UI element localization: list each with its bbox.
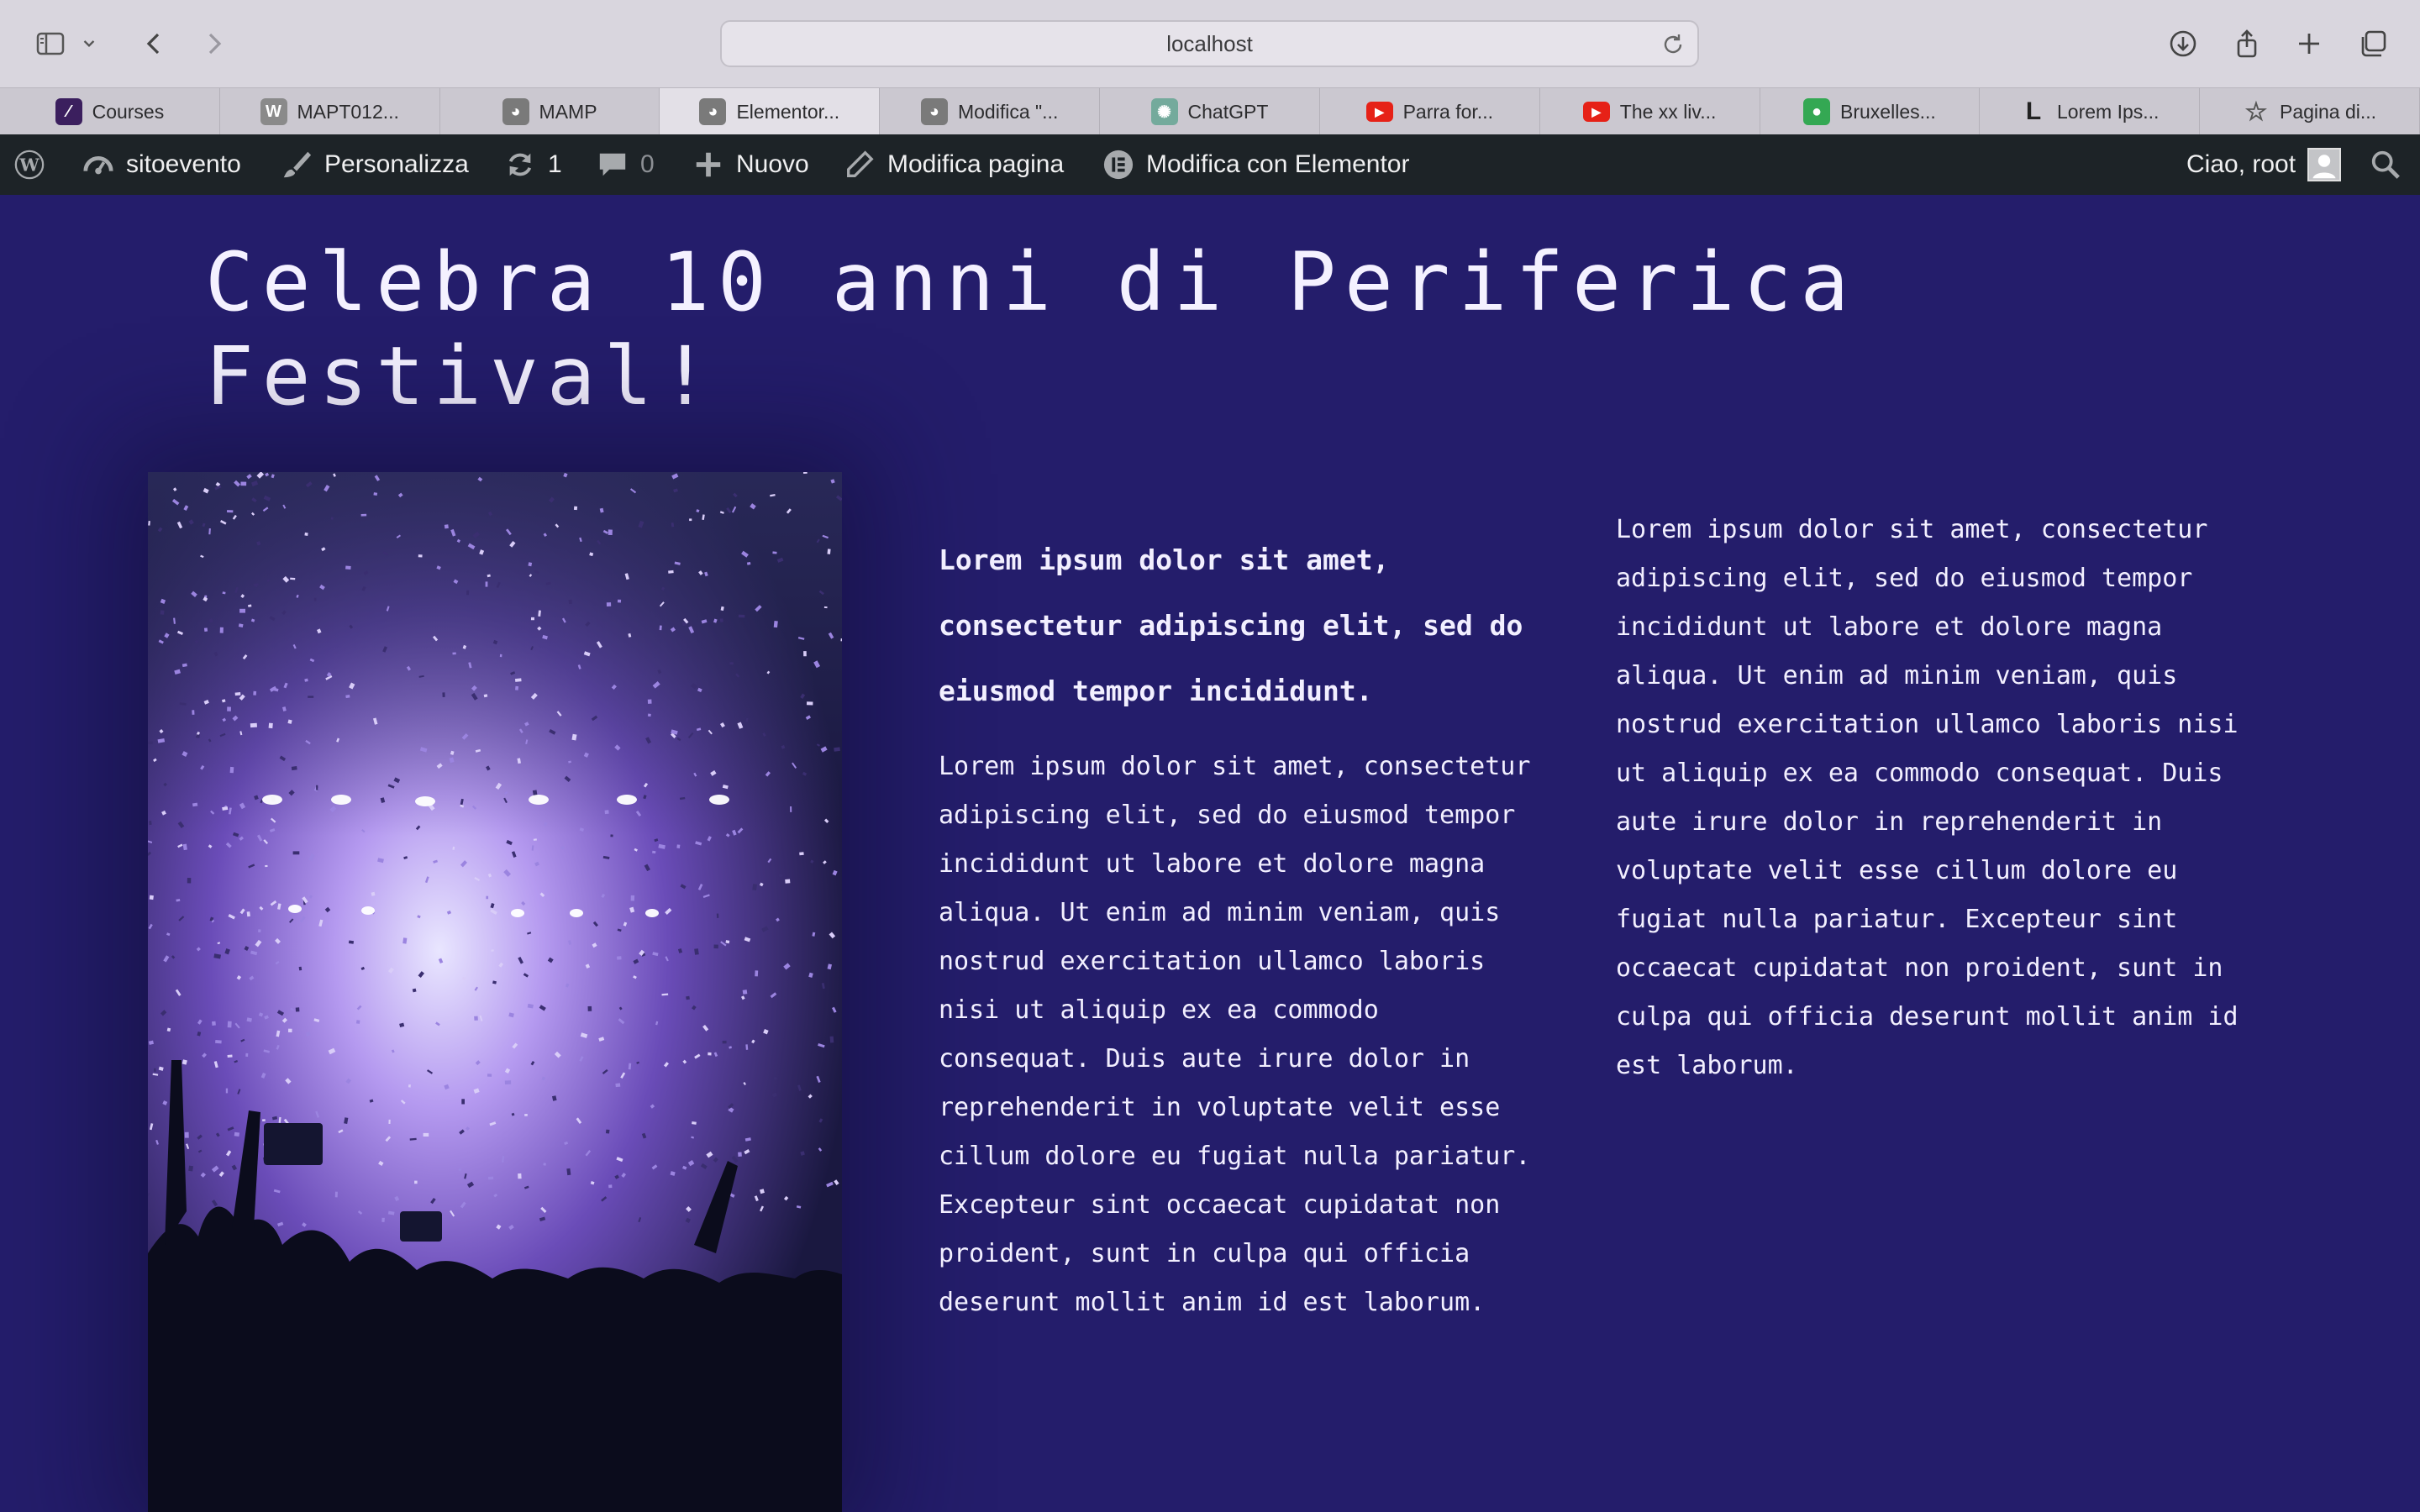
url-text: localhost — [1166, 30, 1253, 56]
confetti-piece — [212, 1021, 216, 1026]
confetti-piece — [834, 747, 840, 751]
confetti-piece — [373, 492, 377, 496]
confetti-piece — [528, 562, 532, 566]
text-column-middle — [939, 528, 1544, 1327]
confetti-piece — [518, 1173, 522, 1179]
confetti-piece — [608, 529, 613, 535]
confetti-piece — [227, 706, 231, 711]
confetti-piece — [331, 517, 334, 519]
page-title — [205, 235, 1970, 423]
body-paragraph-middle: Lorem ipsum dolor sit amet, consectetur adipiscing elit, sed do eiusmod tempor incididunt ut labore et dolore magna aliqua. Ut enim ad minim veniam, quis nostrud exercitation ullamco laboris nisi ut aliquip ex ea commodo consequat. Duis aute irure dolor in reprehenderit in voluptate velit esse cillum dolore eu fugiat nulla pariatur. Excepteur sint occaecat cupidatat non proident, sunt in culpa qui officia deserunt mollit anim id est laborum. — [939, 752, 1531, 1317]
search-icon[interactable] — [2370, 134, 2402, 195]
confetti-piece — [686, 996, 690, 1000]
new-content-link[interactable] — [692, 134, 809, 195]
download-icon[interactable] — [2163, 24, 2203, 64]
tab-label: Modifica "... — [957, 100, 1059, 123]
tab-label: Pagina di... — [2279, 100, 2377, 123]
confetti-piece — [824, 606, 828, 608]
confetti-piece — [250, 723, 257, 727]
elephant-icon: ◕ — [921, 98, 948, 125]
confetti-piece — [790, 806, 792, 812]
site-name: sitoevento — [126, 150, 241, 178]
confetti-piece — [543, 1163, 546, 1165]
confetti-piece — [827, 549, 830, 554]
confetti-piece — [774, 621, 778, 627]
confetti-piece — [258, 929, 261, 932]
confetti-piece — [414, 1181, 418, 1184]
confetti-piece — [487, 1074, 492, 1077]
back-icon[interactable] — [134, 24, 175, 64]
confetti-piece — [262, 1119, 266, 1121]
confetti-piece — [248, 605, 251, 607]
confetti-piece — [314, 598, 317, 601]
confetti-piece — [488, 1177, 493, 1180]
confetti-piece — [652, 851, 655, 853]
confetti-piece — [292, 766, 297, 770]
confetti-piece — [708, 1053, 711, 1056]
confetti-piece — [148, 742, 153, 745]
site-name-link[interactable] — [82, 134, 241, 195]
body-paragraph-right: Lorem ipsum dolor sit amet, consectetur adipiscing elit, sed do eiusmod tempor incididunt ut labore et dolore magna aliqua. Ut enim ad minim veniam, quis nostrud exercitation ullamco laboris nisi ut aliquip ex ea commodo consequat. Duis aute irure dolor in reprehenderit in voluptate velit esse cillum dolore eu fugiat nulla pariatur. Excepteur sint occaecat cupidatat non proident, sunt in culpa qui officia deserunt mollit anim id est laborum. — [1616, 515, 2238, 1080]
confetti-piece — [785, 879, 790, 884]
star-icon: ☆ — [2244, 97, 2268, 126]
confetti-piece — [230, 767, 234, 773]
confetti-piece — [445, 524, 449, 528]
tab-label: Elementor... — [736, 100, 840, 123]
comments-link[interactable] — [597, 134, 655, 195]
confetti-piece — [631, 895, 635, 901]
comments-count: 0 — [640, 150, 655, 178]
youtube-icon: ▶ — [1583, 102, 1610, 122]
elementor-icon — [1102, 149, 1134, 181]
confetti-piece — [234, 1132, 239, 1137]
wordpress-logo-icon[interactable] — [13, 134, 45, 195]
confetti-piece — [253, 691, 256, 696]
confetti-piece — [752, 884, 757, 890]
lead-paragraph: Lorem ipsum dolor sit amet, consectetur adipiscing elit, sed do eiusmod tempor incididunt. — [939, 543, 1523, 707]
confetti-piece — [486, 896, 488, 900]
confetti-piece — [461, 1099, 465, 1104]
confetti-piece — [830, 1037, 834, 1043]
confetti-piece — [150, 895, 154, 900]
tab-9[interactable] — [1760, 88, 1981, 135]
confetti-piece — [574, 507, 577, 511]
confetti-piece — [335, 1192, 338, 1198]
confetti-piece — [723, 1041, 727, 1043]
tab-7[interactable] — [1320, 88, 1540, 135]
confetti-piece — [608, 1184, 612, 1188]
edit-elementor-link[interactable] — [1102, 134, 1409, 195]
confetti-piece — [442, 692, 445, 697]
brush-icon — [281, 149, 313, 181]
confetti-piece — [452, 653, 455, 655]
tab-8[interactable] — [1540, 88, 1760, 135]
edit-page-label: Modifica pagina — [887, 150, 1065, 178]
wordpress-w-icon: W — [260, 98, 287, 125]
tab-label: The xx liv... — [1619, 100, 1717, 123]
confetti-piece — [215, 1040, 222, 1043]
confetti-piece — [304, 533, 308, 536]
confetti-piece — [316, 785, 318, 790]
confetti-piece — [799, 852, 804, 855]
confetti-piece — [308, 696, 313, 697]
confetti-piece — [689, 518, 692, 521]
comment-icon — [597, 149, 629, 181]
edit-elementor-label: Modifica con Elementor — [1146, 150, 1410, 178]
confetti-piece — [588, 1006, 592, 1011]
tab-3[interactable] — [440, 88, 660, 135]
greeting: Ciao, root — [2186, 150, 2296, 178]
confetti-piece — [500, 654, 502, 657]
confetti-piece — [220, 627, 224, 633]
maps-pin-icon: ● — [1803, 98, 1830, 125]
elephant-icon: ◕ — [699, 98, 726, 125]
confetti-piece — [755, 970, 758, 976]
wp-admin-bar — [0, 134, 2420, 195]
avatar — [2307, 148, 2341, 181]
new-tab-icon[interactable] — [2289, 24, 2329, 64]
confetti-piece — [772, 551, 776, 554]
title-line-2: Festival! — [205, 329, 718, 423]
confetti-piece — [505, 1080, 511, 1084]
edit-page-link[interactable] — [844, 134, 1064, 195]
tab-4[interactable] — [660, 88, 880, 135]
chatgpt-icon: ✺ — [1151, 98, 1178, 125]
confetti-piece — [714, 945, 718, 949]
confetti-piece — [720, 618, 723, 622]
confetti-piece — [196, 734, 200, 738]
tab-label: Bruxelles... — [1840, 100, 1936, 123]
reload-icon[interactable] — [1660, 32, 1686, 57]
pencil-icon — [844, 149, 876, 181]
confetti-piece — [149, 821, 152, 825]
confetti-piece — [187, 878, 192, 883]
updates-count: 1 — [548, 150, 562, 178]
tab-label: Lorem Ips... — [2057, 100, 2160, 123]
confetti-piece — [605, 810, 609, 814]
confetti-piece — [228, 1055, 233, 1058]
confetti-piece — [648, 700, 652, 704]
confetti-piece — [185, 1132, 189, 1138]
tab-11[interactable] — [2200, 88, 2420, 135]
confetti-piece — [240, 482, 246, 486]
confetti-piece — [610, 834, 613, 837]
confetti-piece — [245, 1053, 248, 1057]
confetti-piece — [694, 948, 699, 955]
confetti-piece — [228, 1021, 232, 1028]
confetti-piece — [607, 602, 611, 606]
elephant-icon: ◕ — [502, 98, 529, 125]
chevron-down-icon[interactable] — [77, 24, 101, 64]
tab-5[interactable] — [880, 88, 1100, 135]
dashboard-icon — [82, 149, 114, 181]
confetti-piece — [729, 662, 733, 664]
sidebar-toggle-icon[interactable] — [30, 24, 71, 64]
confetti-piece — [239, 609, 245, 613]
confetti-piece — [803, 472, 808, 474]
courses-icon: ⁄ — [55, 98, 82, 125]
confetti-piece — [424, 1133, 429, 1137]
confetti-piece — [606, 1130, 610, 1134]
confetti-piece — [569, 600, 572, 604]
confetti-piece — [676, 844, 680, 848]
tab-6[interactable] — [1100, 88, 1320, 135]
confetti-piece — [226, 1089, 228, 1094]
confetti-piece — [154, 1068, 156, 1072]
confetti-piece — [524, 1114, 528, 1116]
confetti-piece — [743, 990, 748, 995]
confetti-piece — [418, 554, 423, 557]
confetti-piece — [486, 581, 488, 586]
tab-2[interactable] — [220, 88, 440, 135]
confetti-piece — [269, 723, 273, 728]
customize-link[interactable] — [281, 134, 469, 195]
plus-icon — [692, 149, 724, 181]
lorem-l-icon: L — [2025, 97, 2042, 125]
confetti-piece — [345, 566, 351, 570]
tab-overview-icon[interactable] — [2353, 24, 2393, 64]
confetti-piece — [618, 600, 621, 603]
confetti-piece — [361, 514, 367, 517]
forward-icon[interactable] — [193, 24, 234, 64]
confetti-piece — [160, 610, 165, 614]
confetti-piece — [747, 562, 750, 565]
tab-label: Parra for... — [1402, 100, 1493, 123]
confetti-piece — [265, 865, 267, 867]
title-line-1: Celebra 10 anni di Periferica — [205, 235, 1858, 329]
share-icon[interactable] — [2227, 24, 2267, 64]
confetti-piece — [668, 570, 674, 574]
confetti-piece — [388, 1120, 390, 1124]
confetti-piece — [356, 1020, 360, 1024]
confetti-piece — [803, 651, 807, 656]
new-label: Nuovo — [736, 150, 809, 178]
tab-10[interactable] — [1980, 88, 2200, 135]
confetti-piece — [531, 617, 534, 620]
confetti-piece — [474, 1016, 478, 1021]
confetti-piece — [615, 1083, 620, 1087]
confetti-piece — [515, 686, 518, 690]
tab-label: Courses — [92, 100, 165, 123]
tab-label: MAMP — [539, 100, 597, 123]
confetti-piece — [290, 578, 295, 580]
confetti-piece — [296, 1007, 300, 1011]
confetti-piece — [807, 701, 813, 705]
confetti-piece — [247, 911, 250, 916]
text-column-right — [1616, 506, 2271, 1090]
confetti-piece — [408, 1084, 411, 1088]
svg-text:W: W — [19, 154, 39, 176]
my-account-link[interactable] — [2186, 134, 2341, 195]
customize-label: Personalizza — [324, 150, 469, 178]
confetti-piece — [204, 627, 208, 632]
confetti-piece — [293, 851, 300, 854]
confetti-piece — [648, 714, 651, 717]
confetti-piece — [192, 710, 194, 715]
confetti-piece — [288, 1029, 292, 1032]
confetti-piece — [660, 625, 662, 630]
tab-1[interactable] — [0, 88, 220, 135]
updates-icon — [504, 149, 536, 181]
address-bar[interactable] — [720, 20, 1699, 67]
confetti-piece — [739, 615, 745, 618]
tab-strip — [0, 87, 2420, 134]
confetti-piece — [466, 591, 469, 596]
confetti-piece — [717, 914, 719, 918]
tab-label: MAPT012... — [297, 100, 399, 123]
confetti-piece — [299, 967, 302, 971]
confetti-piece — [534, 838, 537, 841]
browser-toolbar — [0, 0, 2420, 87]
confetti-piece — [617, 956, 622, 959]
confetti-piece — [738, 1152, 742, 1157]
youtube-icon: ▶ — [1366, 102, 1393, 122]
updates-link[interactable] — [504, 134, 562, 195]
confetti-piece — [381, 1218, 385, 1222]
confetti-piece — [227, 510, 233, 512]
confetti-piece — [188, 1166, 193, 1172]
confetti-piece — [515, 678, 522, 681]
tab-label: ChatGPT — [1187, 100, 1269, 123]
confetti-piece — [235, 692, 241, 696]
concert-photo — [148, 472, 842, 1512]
